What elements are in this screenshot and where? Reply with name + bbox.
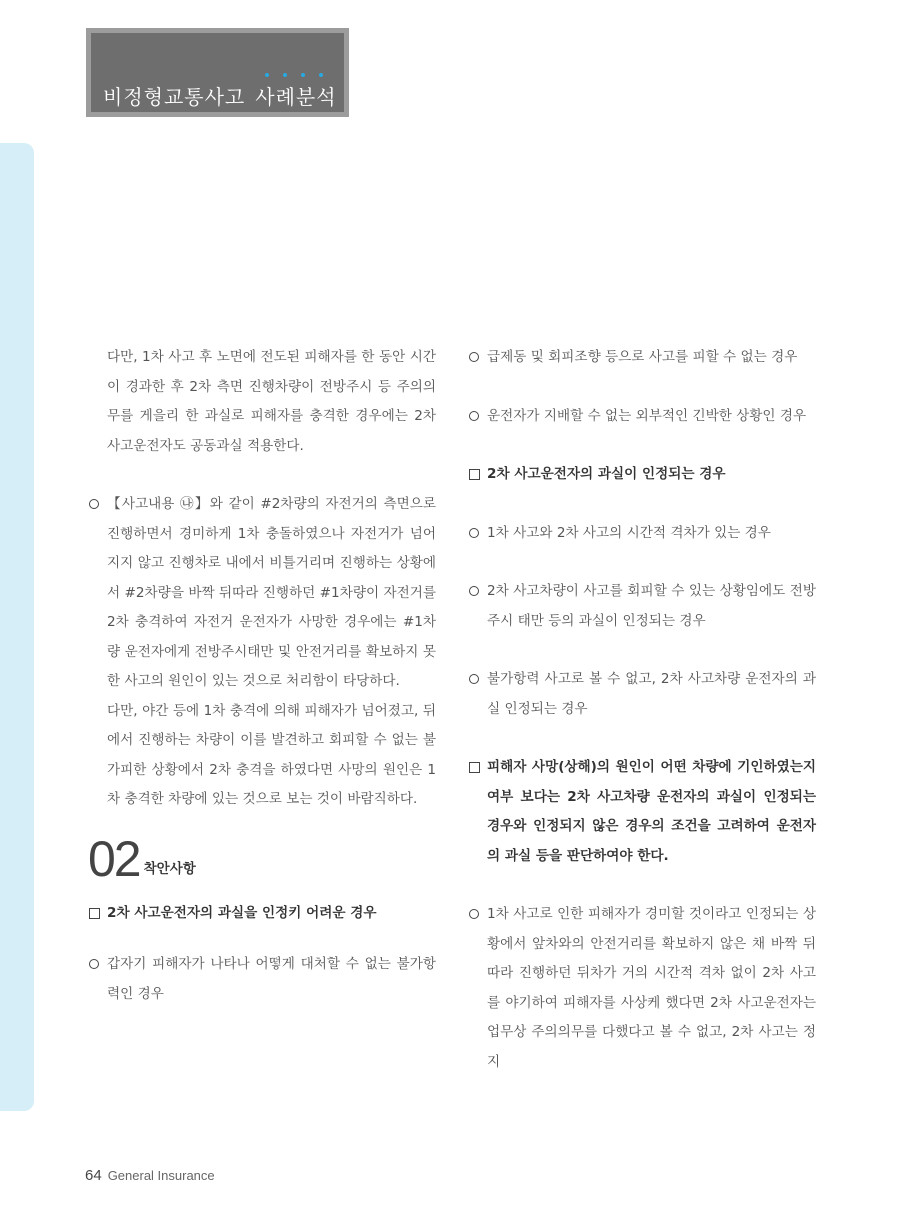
- chapter-header: [86, 28, 349, 117]
- spacer: [468, 724, 816, 753]
- spacer: [468, 490, 816, 519]
- bullet-item: 운전자가 지배할 수 없는 외부적인 긴박한 상황인 경우: [468, 402, 816, 432]
- page-number: 64: [85, 1167, 102, 1184]
- paragraph-note: 다만, 야간 등에 1차 충격에 의해 피해자가 넘어졌고, 뒤에서 진행하는 차량이 이를 발견하고 회피할 수 없는 불가피한 상황에서 2차 충격을 하였다면 사망의 원인은 1차 충격한 차량에 있는 것으로 보는 것이 바람직하다.: [107, 702, 436, 807]
- header-dot: [319, 73, 323, 77]
- bullet-item: 갑자기 피해자가 나타나 어떻게 대처할 수 없는 불가항력인 경우: [88, 950, 436, 1009]
- page-footer: [85, 1167, 215, 1184]
- header-dot: [301, 73, 305, 77]
- paragraph-continuation: 다만, 1차 사고 후 노면에 전도된 피해자를 한 동안 시간이 경과한 후 2차 측면 진행차량이 전방주시 등 주의의무를 게을리 한 과실로 피해자를 충격한 경우에는 2차 사고운전자도 공동과실 적용한다.: [107, 349, 436, 454]
- section-number: 02: [88, 830, 140, 887]
- bullet-item: 1차 사고와 2차 사고의 시간적 격차가 있는 경우: [468, 519, 816, 549]
- side-tab-decoration: [0, 143, 34, 1111]
- spacer: [88, 928, 436, 950]
- left-column: [88, 343, 436, 1009]
- bullet-item: 급제동 및 회피조향 등으로 사고를 피할 수 없는 경우: [468, 343, 816, 373]
- spacer: [468, 548, 816, 577]
- publication-name: General Insurance: [107, 1168, 215, 1183]
- chapter-title-main: 비정형교통사고: [103, 85, 246, 109]
- section-heading: [88, 830, 436, 887]
- spacer: [468, 431, 816, 460]
- header-dots-decoration: [265, 73, 323, 77]
- header-dot: [283, 73, 287, 77]
- spacer: [468, 871, 816, 900]
- section-title: 착안사항: [143, 860, 196, 877]
- square-heading: 2차 사고운전자의 과실이 인정되는 경우: [468, 460, 816, 490]
- chapter-header-inner: [91, 33, 344, 112]
- square-heading: 2차 사고운전자의 과실을 인정키 어려운 경우: [88, 899, 436, 929]
- spacer: [468, 636, 816, 665]
- spacer: [88, 461, 436, 490]
- bullet-item: 【사고내용 ㉯】와 같이 #2차량의 자전거의 측면으로 진행하면서 경미하게 1차 충돌하였으나 자전거가 넘어지지 않고 진행차로 내에서 비틀거리며 진행하는 상황에서 #2차량을 바짝 뒤따라 진행하던 #1차량이 자전거를 2차 충격하여 자전거 운전자가 사망한 경우에는 #1차량 운전자에게 전방주시태만 및 안전거리를 확보하지 못한 사고의 원인이 있는 것으로 처리함이 타당하다.: [88, 490, 436, 697]
- bullet-item: 1차 사고로 인한 피해자가 경미할 것이라고 인정되는 상황에서 앞차와의 안전거리를 확보하지 않은 채 바짝 뒤따라 진행하던 뒤차가 거의 시간적 격차 없이 2차 사고를 야기하여 피해자를 사상케 했다면 2차 사고운전자는 업무상 주의의무를 다했다고 볼 수 없고, 2차 사고는 정지: [468, 900, 816, 1077]
- chapter-title-sub: 사례분석: [255, 85, 337, 109]
- bullet-item: 불가항력 사고로 볼 수 없고, 2차 사고차량 운전자의 과실 인정되는 경우: [468, 665, 816, 724]
- bullet-item: 2차 사고차량이 사고를 회피할 수 있는 상황임에도 전방주시 태만 등의 과실이 인정되는 경우: [468, 577, 816, 636]
- spacer: [468, 373, 816, 402]
- chapter-title: [103, 81, 337, 110]
- right-column: [468, 343, 816, 1077]
- square-heading: 피해자 사망(상해)의 원인이 어떤 차량에 기인하였는지 여부 보다는 2차 사고차량 운전자의 과실이 인정되는 경우와 인정되지 않은 경우의 조건을 고려하여 운전자의 과실 등을 판단하여야 한다.: [468, 753, 816, 871]
- header-dot: [265, 73, 269, 77]
